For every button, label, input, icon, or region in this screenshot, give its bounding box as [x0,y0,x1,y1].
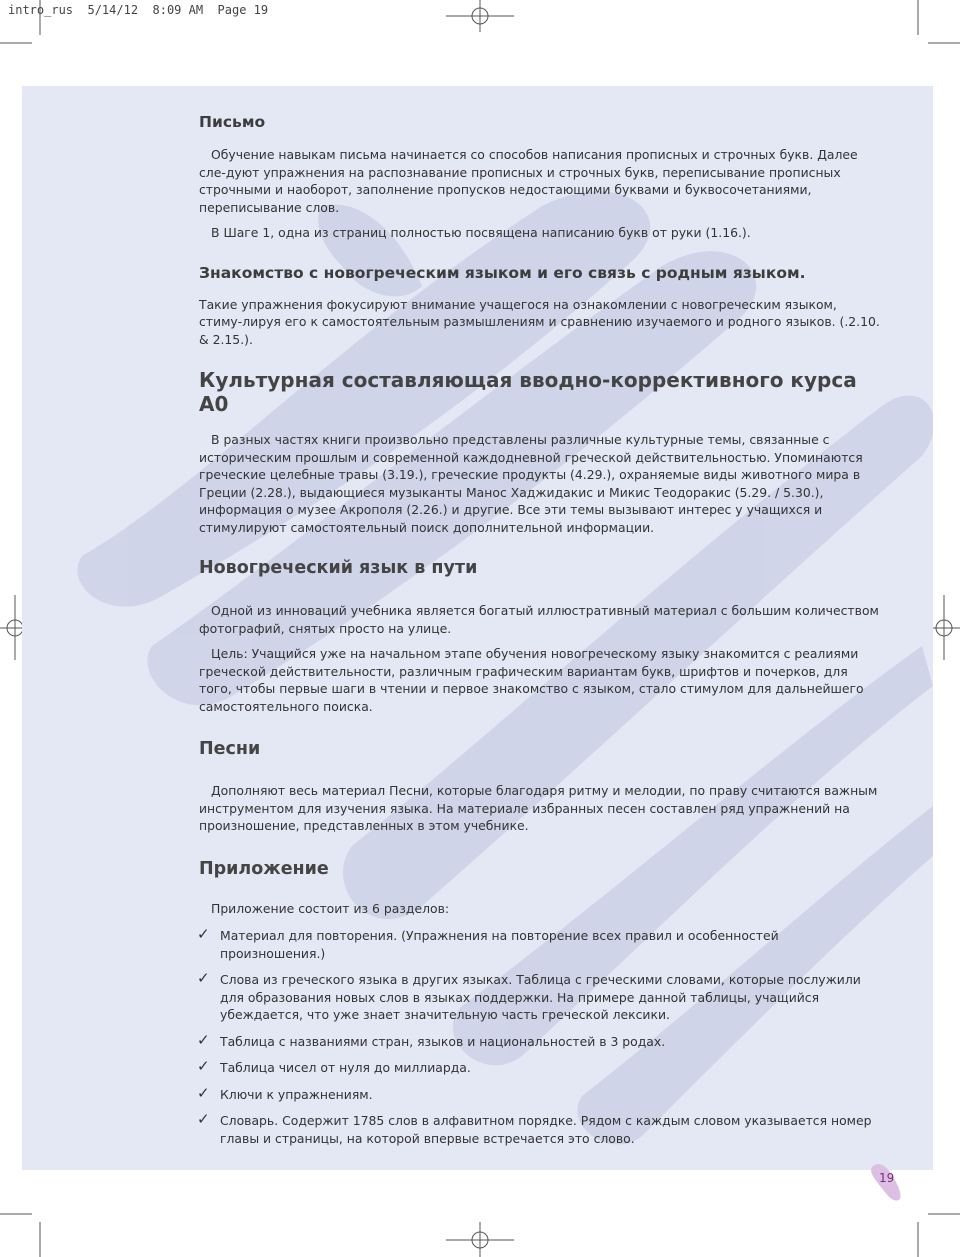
main-text [199,109,882,1147]
list-item-text: Ключи к упражнениям. [220,1086,373,1102]
section-title-pismo: Письмо [199,113,266,131]
print-slug: intro_rus 5/14/12 8:09 AM Page 19 [8,3,269,17]
paragraph-v-puti-1: Одной из инноваций учебника является богатый иллюстративный материал с большим количеством фотографий, снятых просто на улице. [199,603,879,636]
paragraph-pesni: Дополняют весь материал Песни, которые благодаря ритму и мелодии, по праву считаются важным инструментом для изучения языка. На материале избранных песен составлен ряд упражнений на произношение, представленных в этом учебнике. [199,783,878,833]
section-title-pesni: Песни [199,739,261,759]
list-item-text: Таблица с названиями стран, языков и национальностей в 3 родах. [220,1033,666,1049]
list-item-text: Слова из греческого языка в других языках. Таблица с греческими словами, которые послужили для образования новых слов в языках поддержки. На примере данной таблицы, учащийся убеждается, что уже знает значительную часть греческой лексики. [220,972,861,1022]
list-item-text: Таблица чисел от нуля до миллиарда. [220,1060,471,1075]
paragraph-pismo-2: В Шаге 1, одна из страниц полностью посвящена написанию букв от руки (1.16.). [211,225,751,240]
section-title-v-puti: Новогреческий язык в пути [199,558,478,578]
list-item [197,1083,882,1104]
list-item [199,1112,882,1147]
checkmark-icon: ✓ [197,1083,210,1102]
section-title-prilozhenie: Приложение [199,858,329,879]
section-title-kultura: Культурная составляющая вводно-коррективного курса А0 [199,368,857,416]
checkmark-icon: ✓ [197,1110,210,1128]
list-item-text: Словарь. Содержит 1785 слов в алфавитном порядке. Рядом с каждым словом указывается номер главы и страницы, на которой впервые встречается это слово. [220,1113,872,1146]
list-item-text: Материал для повторения. (Упражнения на повторение всех правил и особенностей произношения.) [220,928,779,961]
section-title-znakomstvo: Знакомство с новогреческим языком и его связь с родным языком. [199,263,806,282]
paragraph-pismo-1: Обучение навыкам письма начинается со способов написания прописных и строчных букв. Далее сле-дуют упражнения на распознавание прописных и строчных букв, переписывание прописных строчными и наоборот, заполнение пропусков недостающими буквами и буквосочетаниями, переписывание слов. [199,147,858,215]
checkmark-icon: ✓ [197,1057,210,1075]
paragraph-znakomstvo: Такие упражнения фокусируют внимание учащегося на ознакомлении с новогреческим языком, стиму-лируя его к самостоятельным размышлениям и сравнению изучаемого и родного языков. (.2.10. & 2.15.). [199,296,880,347]
list-item [199,1059,882,1077]
appendix-list [199,927,882,1147]
checkmark-icon: ✓ [197,925,210,943]
paragraph-kultura: В разных частях книги произвольно представлены различные культурные темы, связанные с историческим прошлым и современной каждодневной греческой действительностью. Упоминаются греческие целебные травы (3.19.), греческие продукты (4.29.), охраняемые виды животного мира в Греции (2.28.), выдающиеся музыканты Манос Хаджидакис и Микис Теодоракис (5.29. / 5.30.), информация о музее Акрополя (2.26.) и другие. Все эти темы вызывают интерес у учащихся и стимулируют самостоятельный поиск дополнительной информации. [199,432,863,535]
checkmark-icon: ✓ [197,1030,210,1049]
paragraph-v-puti-2: Цель: Учащийся уже на начальном этапе обучения новогреческому языку знакомится с реалиями греческой действительности, различным графическим вариантам букв, шрифтов и почерков, для того, чтобы первые шаги в чтении и первое знакомство с языком, стало стимулом для дальнейшего самостоятельного поиска. [199,646,864,714]
checkmark-icon: ✓ [197,969,210,987]
paragraph-prilozhenie-intro: Приложение состоит из 6 разделов: [211,900,450,916]
list-item [199,927,882,962]
list-item [197,1030,882,1051]
list-item [199,971,882,1024]
page-number: 19 [879,1171,895,1185]
